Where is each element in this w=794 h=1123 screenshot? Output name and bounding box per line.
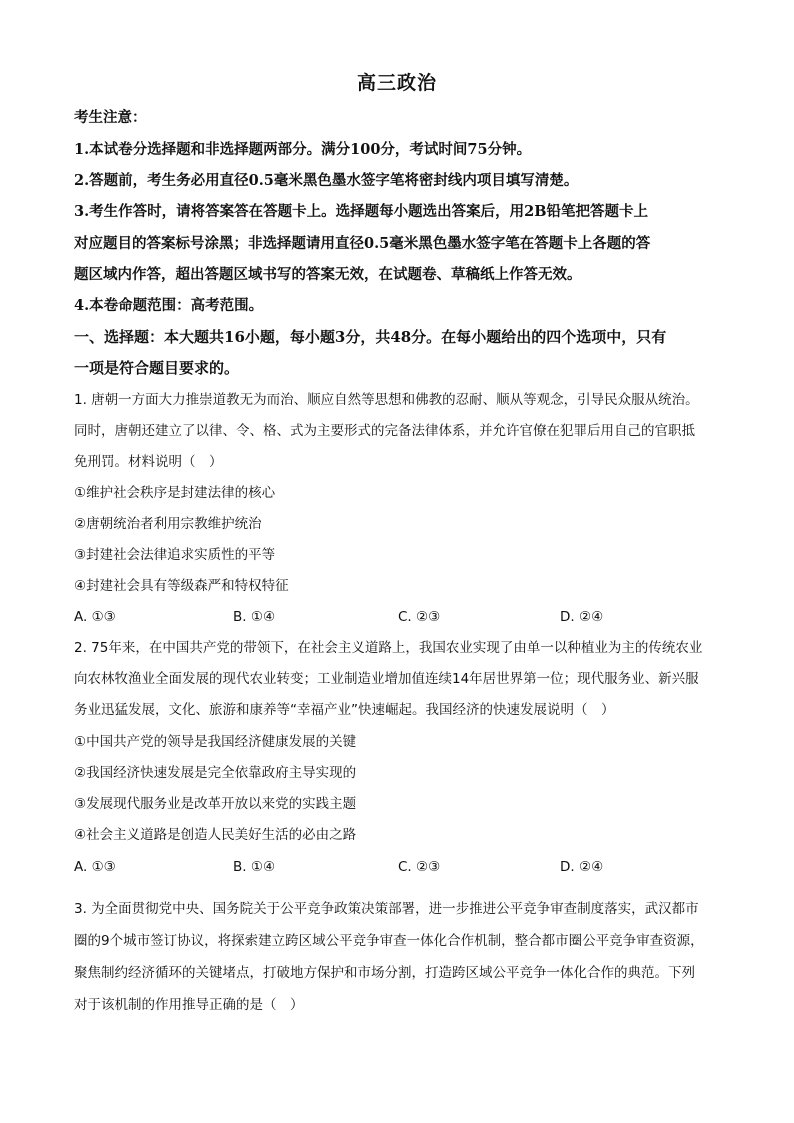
question-1-statement: ②唐朝统治者利用宗教维护统治 — [74, 516, 262, 532]
question-1-stem: 1. 唐朝一方面大力推崇道教无为而治、顺应自然等思想和佛教的忍耐、顺从等观念，引导民众服从统治。 — [74, 392, 699, 408]
question-2-stem: 向农林牧渔业全面发展的现代农业转变；工业制造业增加值连续14年居世界第一位；现代服务业、新兴服 — [74, 671, 699, 687]
question-1-stem: 免刑罚。材料说明（ ） — [74, 454, 223, 470]
section-heading: 一项是符合题目要求的。 — [74, 359, 240, 377]
question-1-option-a: A. ①③ — [74, 609, 116, 625]
question-1-option-c: C. ②③ — [398, 609, 441, 625]
notice-item: 1.本试卷分选择题和非选择题两部分。满分100分，考试时间75分钟。 — [74, 141, 532, 158]
question-2-option-d: D. ②④ — [560, 859, 604, 875]
question-1-option-b: B. ①④ — [233, 609, 276, 625]
question-1-statement: ③封建社会法律追求实质性的平等 — [74, 547, 276, 563]
notice-item: 2.答题前，考生务必用直径0.5毫米黑色墨水签字笔将密封线内项目填写清楚。 — [74, 172, 579, 189]
section-heading: 一、选择题：本大题共16小题，每小题3分，共48分。在每小题给出的四个选项中，只有 — [74, 328, 667, 346]
question-1-option-d: D. ②④ — [560, 609, 604, 625]
question-2-stem: 务业迅猛发展，文化、旅游和康养等“幸福产业”快速崛起。我国经济的快速发展说明（ ） — [74, 702, 615, 718]
question-3-stem: 圈的9个城市签订协议，将探索建立跨区域公平竞争审查一体化合作机制，整合都市圈公平竞争审查资源， — [74, 933, 704, 949]
question-1-stem: 同时，唐朝还建立了以律、令、格、式为主要形式的完备法律体系，并允许官僚在犯罪后用自己的官职抵 — [74, 423, 695, 439]
question-3-stem: 对于该机制的作用推导正确的是（ ） — [74, 997, 304, 1013]
question-2-statement: ④社会主义道路是创造人民美好生活的必由之路 — [74, 827, 357, 843]
question-2-statement: ③发展现代服务业是改革开放以来党的实践主题 — [74, 796, 357, 812]
notice-item: 对应题目的答案标号涂黑；非选择题请用直径0.5毫米黑色墨水签字笔在答题卡上各题的答 — [74, 235, 651, 252]
question-1-statement: ①维护社会秩序是封建法律的核心 — [74, 485, 276, 501]
question-3-stem: 3. 为全面贯彻党中央、国务院关于公平竞争政策决策部署，进一步推进公平竞争审查制度落实，武汉都市 — [74, 901, 699, 917]
notice-item: 题区域内作答，超出答题区域书写的答案无效，在试题卷、草稿纸上作答无效。 — [74, 266, 582, 283]
notice-item: 4.本卷命题范围：高考范围。 — [74, 297, 264, 314]
question-3-stem: 聚焦制约经济循环的关键堵点，打破地方保护和市场分割，打造跨区域公平竞争一体化合作的典范。下列 — [74, 965, 695, 981]
question-2-option-a: A. ①③ — [74, 859, 116, 875]
notice-heading: 考生注意： — [74, 109, 147, 126]
question-2-option-b: B. ①④ — [233, 859, 276, 875]
question-2-statement: ②我国经济快速发展是完全依靠政府主导实现的 — [74, 765, 357, 781]
notice-item: 3.考生作答时，请将答案答在答题卡上。选择题每小题选出答案后，用2B铅笔把答题卡上 — [74, 203, 648, 220]
question-2-option-c: C. ②③ — [398, 859, 441, 875]
page-title: 高三政治 — [356, 72, 437, 94]
question-2-stem: 2. 75年来，在中国共产党的带领下，在社会主义道路上，我国农业实现了由单一以种植业为主的传统农业 — [74, 640, 703, 656]
question-2-statement: ①中国共产党的领导是我国经济健康发展的关键 — [74, 734, 357, 750]
question-1-statement: ④封建社会具有等级森严和特权特征 — [74, 578, 289, 594]
